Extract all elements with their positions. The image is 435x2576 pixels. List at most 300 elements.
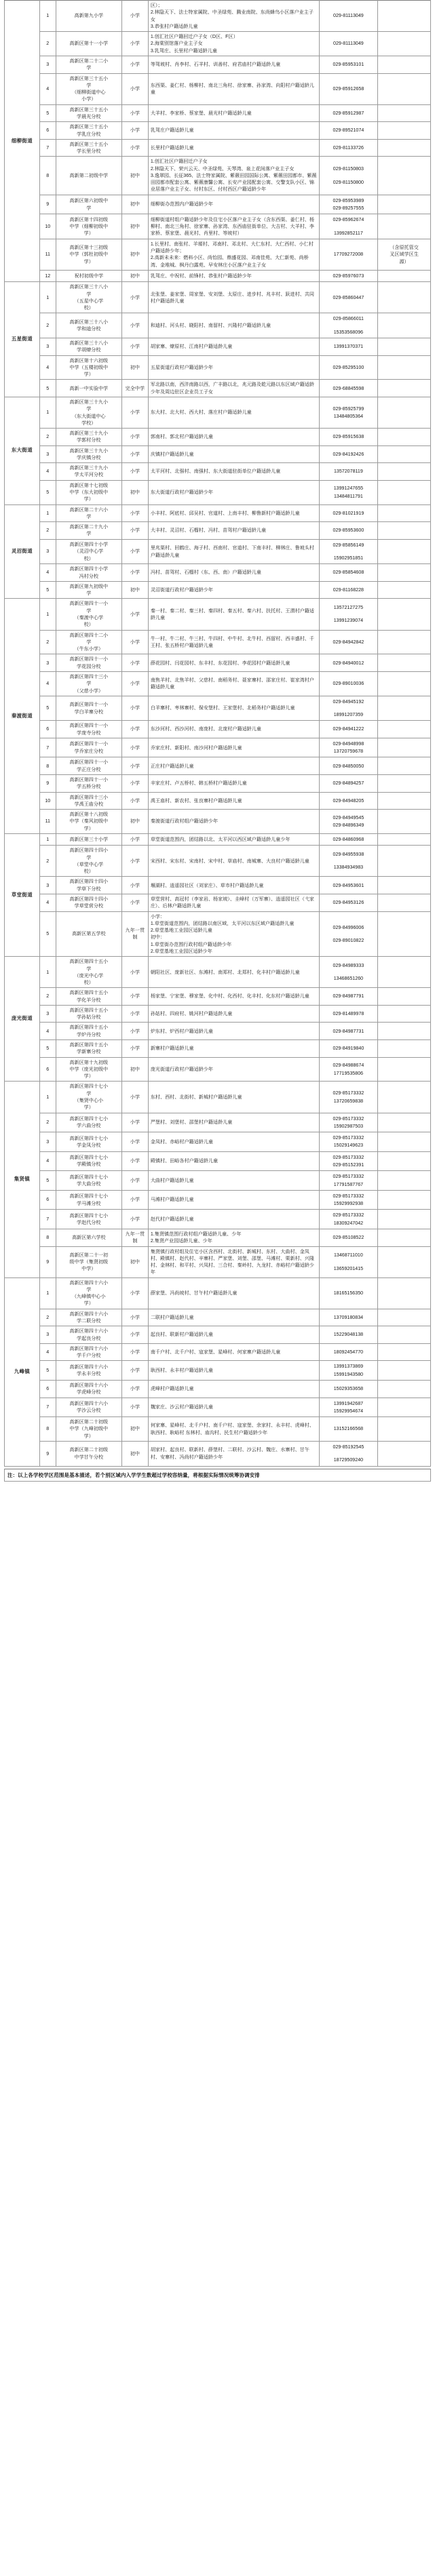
contact-phone-cell	[319, 775, 377, 793]
remark-cell	[378, 1190, 431, 1210]
table-row	[5, 195, 431, 214]
contact-phone: 029-85173332	[333, 1135, 364, 1141]
contact-phone-cell	[319, 957, 377, 988]
school-type-cell: 小学	[121, 1, 148, 32]
school-name-line: 中学甘午分校	[74, 1454, 104, 1460]
school-type-cell: 小学	[121, 1210, 148, 1229]
contact-phone-cell	[319, 380, 377, 397]
contact-phone-cell	[319, 1417, 377, 1442]
row-number-cell: 10	[39, 792, 56, 810]
school-name-line: 高新区第四十五小	[69, 1025, 109, 1031]
school-type-cell: 小学	[121, 757, 148, 775]
contact-phone-cell	[319, 599, 377, 630]
contact-phone: 13720659838	[333, 1098, 364, 1104]
row-number-cell: 9	[39, 1441, 56, 1466]
school-zone-line: 庞光街道行政村户籍适龄少年	[150, 1066, 214, 1072]
school-name-line: 高新区第四十三小	[69, 794, 109, 800]
school-type-cell: 小学	[121, 877, 148, 894]
school-zone-cell	[148, 380, 319, 397]
remark-cell	[378, 1361, 431, 1381]
table-row	[5, 1361, 431, 1381]
school-name-cell	[56, 1309, 121, 1326]
school-name-line: 学长里分校	[77, 148, 101, 155]
remark-cell	[378, 214, 431, 239]
school-type-cell: 小学	[121, 1277, 148, 1309]
row-number-cell: 3	[39, 1005, 56, 1023]
school-type-cell: 小学	[121, 539, 148, 564]
school-name-cell	[56, 775, 121, 793]
remark-cell	[378, 1023, 431, 1040]
contact-phone: 17719535806	[333, 1070, 364, 1076]
school-name-line: 高新区第三十五小	[69, 106, 109, 113]
remark-cell	[378, 696, 431, 721]
school-zone-line: 严堡村、刘堡村、邵堡村户籍适龄儿童	[150, 1119, 233, 1126]
school-zone-cell	[148, 1441, 319, 1466]
school-type-cell: 九年一贯制	[121, 911, 148, 957]
school-name-cell	[56, 581, 121, 599]
row-number-cell: 3	[39, 445, 56, 463]
remark-cell	[378, 757, 431, 775]
remark-cell	[378, 1398, 431, 1417]
school-zone-cell	[148, 429, 319, 446]
contact-phone-cell	[319, 1005, 377, 1023]
contact-phone: 029-81489978	[333, 1011, 364, 1017]
table-row	[5, 214, 431, 239]
remark-cell	[378, 1132, 431, 1152]
table-row	[5, 988, 431, 1006]
contact-phone-cell	[319, 282, 377, 313]
school-type-cell: 小学	[121, 654, 148, 672]
school-zone-cell	[148, 654, 319, 672]
contact-phone: 029-85912987	[333, 110, 364, 116]
table-row	[5, 104, 431, 122]
school-zone-cell	[148, 214, 319, 239]
school-zone-line: 北张堡、姜家堡、周家堡、安刘堡、太原庄、进步村、兆丰村、跃进村、共同村户籍适龄儿童	[150, 291, 314, 304]
contact-phone: 13659201415	[333, 1265, 364, 1271]
school-name-line: 校）	[83, 980, 94, 986]
row-number-cell: 4	[39, 355, 56, 380]
school-type-cell: 小学	[121, 894, 148, 911]
table-row	[5, 1132, 431, 1152]
remark-cell	[378, 480, 431, 504]
school-name-cell	[56, 877, 121, 894]
row-number-cell: 5	[39, 911, 56, 957]
contact-phone-cell	[319, 1190, 377, 1210]
contact-phone-cell	[319, 522, 377, 540]
row-number-cell: 2	[39, 313, 56, 338]
contact-phone: 029-84948998	[333, 740, 364, 747]
school-name-cell	[56, 1057, 121, 1082]
row-number-cell: 6	[39, 1381, 56, 1398]
school-name-line: 高新区第四十一小	[69, 656, 109, 662]
school-name-cell	[56, 480, 121, 504]
school-name-line: 学	[86, 966, 92, 972]
school-zone-cell	[148, 894, 319, 911]
table-row	[5, 581, 431, 599]
table-row	[5, 877, 431, 894]
school-name-cell	[56, 671, 121, 696]
table-row	[5, 1398, 431, 1417]
table-row	[5, 775, 431, 793]
school-zone-line: 虎峰村户籍适龄儿童	[150, 1386, 194, 1392]
school-name-line: 高新区第二十九小	[69, 524, 109, 530]
school-zone-line: 白羊寨村、枣林寨村、保安堡村、王家堡村、北稻务村户籍适龄儿童	[150, 705, 295, 711]
remark-cell	[378, 239, 431, 270]
school-name-line: 高新区第三十小学	[69, 837, 109, 842]
remark-cell	[378, 522, 431, 540]
school-name-line: 学千户分校	[77, 1353, 101, 1359]
school-name-line: 校）	[83, 869, 94, 875]
remark-cell	[378, 1, 431, 32]
school-name-cell	[56, 846, 121, 877]
table-row	[5, 846, 431, 877]
school-zone-cell	[148, 696, 319, 721]
school-name-cell	[56, 1246, 121, 1277]
school-name-cell	[56, 1190, 121, 1210]
school-zone-line: 乳驾庄户籍适龄儿童	[150, 127, 194, 134]
school-name-line: 高新区第二十初级	[69, 1419, 109, 1425]
table-footnote: 注：以上各学校学区范围是基本描述，若个别区域内入学学生数超过学校容纳量，将根据实际情况统筹协调安排	[4, 1469, 431, 1482]
contact-phone-cell	[319, 792, 377, 810]
row-number-cell: 4	[39, 1343, 56, 1361]
remark-cell	[378, 1210, 431, 1229]
remark-cell	[378, 380, 431, 397]
school-name-line: 高新区第十一小学	[69, 41, 109, 47]
school-name-cell	[56, 738, 121, 757]
school-name-cell	[56, 1277, 121, 1309]
table-row	[5, 239, 431, 270]
row-number-cell: 2	[39, 1113, 56, 1132]
row-number-cell: 9	[39, 1246, 56, 1277]
school-name-cell	[56, 810, 121, 834]
school-zone-line: 初中：	[150, 934, 166, 940]
remark-cell	[378, 581, 431, 599]
school-zone-cell	[148, 504, 319, 522]
contact-phone-cell	[319, 32, 377, 56]
row-number-cell: 11	[39, 810, 56, 834]
school-type-cell: 小学	[121, 564, 148, 582]
school-zone-cell	[148, 463, 319, 481]
remark-cell	[378, 539, 431, 564]
contact-phone: 13991370371	[333, 344, 364, 350]
table-row	[5, 1277, 431, 1309]
school-zone-cell	[148, 564, 319, 582]
row-number-cell: 7	[39, 1210, 56, 1229]
school-name-line: 学校）	[81, 420, 96, 426]
contact-phone: 18991207359	[333, 712, 364, 718]
remark-cell	[378, 56, 431, 73]
school-type-cell: 小学	[121, 846, 148, 877]
table-row	[5, 157, 431, 195]
row-number-cell: 2	[39, 846, 56, 877]
school-type-cell: 小学	[121, 463, 148, 481]
school-zone-line: 马滩村户籍适龄儿童	[150, 1197, 194, 1203]
school-name-line: 高新区第三十五小	[69, 124, 109, 130]
contact-phone-cell	[319, 1361, 377, 1381]
contact-phone: 029-85152391	[333, 1162, 364, 1168]
school-type-cell: 初中	[121, 1417, 148, 1442]
contact-phone-cell	[319, 757, 377, 775]
school-name-line: 学	[86, 854, 92, 860]
school-name-line: 学五桥分校	[77, 784, 101, 790]
contact-phone: 029-84953601	[333, 882, 364, 888]
school-name-line: 学正庄分校	[77, 766, 101, 772]
school-name-line: 学乳庄分校	[77, 131, 101, 137]
row-number-cell: 4	[39, 463, 56, 481]
contact-phone: 029-84896349	[333, 823, 364, 829]
remark-cell	[378, 1229, 431, 1246]
contact-phone: 029-85915638	[333, 434, 364, 440]
school-name-line: 中学（东大初级中	[69, 490, 109, 496]
contact-phone-cell	[319, 696, 377, 721]
school-name-cell	[56, 463, 121, 481]
table-row	[5, 696, 431, 721]
school-name-line: 学）	[83, 258, 94, 264]
remark-cell	[378, 630, 431, 654]
contact-phone: 13720759678	[333, 749, 364, 755]
contact-phone-cell	[319, 877, 377, 894]
school-name-line: 高新区第四十七小	[69, 1155, 109, 1161]
contact-phone-cell	[319, 338, 377, 355]
school-type-cell: 初中	[121, 355, 148, 380]
remark-cell	[378, 654, 431, 672]
school-zone-line: 草堂营村、高冠村（李家岩、杨家坡）、圭峰村（万军寨）、逍遥园社区（弋家庄）、后林户籍适龄儿童	[150, 896, 314, 909]
school-name-cell	[56, 988, 121, 1006]
school-zone-line: 1.集贤镇范围行政村组户籍适龄儿童、少年	[150, 1231, 242, 1237]
school-zone-line: 2.高新未未来：燃料小区、尚怡园、鼎盛花园、邓南佳苑、大仁新苑、尚桥湾、金堆城、枫丹白露苑、早安林庄小区落户业主子女	[150, 255, 309, 268]
contact-phone-cell	[319, 1, 377, 32]
school-zone-cell	[148, 957, 319, 988]
remark-cell	[378, 355, 431, 380]
school-name-line: 中学（五楼初级中	[69, 364, 109, 370]
school-name-line: 学）	[83, 372, 94, 378]
school-zone-cell	[148, 104, 319, 122]
contact-phone-cell	[319, 738, 377, 757]
table-row	[5, 721, 431, 738]
table-row	[5, 1210, 431, 1229]
row-number-cell: 3	[39, 338, 56, 355]
school-zone-cell	[148, 122, 319, 140]
street-cell: 细柳街道	[5, 1, 40, 282]
contact-phone-cell	[319, 214, 377, 239]
school-name-cell	[56, 338, 121, 355]
remark-cell	[378, 1326, 431, 1344]
school-zone-line: 2.林隐天下、荣兴云天、中圣绿苑、天琴湾、泉上花间落户业主子女	[150, 165, 295, 172]
school-name-cell	[56, 911, 121, 957]
contact-phone: 15929992938	[333, 1201, 364, 1207]
remark-cell	[378, 282, 431, 313]
contact-phone: 15229048138	[333, 1332, 364, 1338]
school-name-line: 学	[86, 406, 92, 412]
remark-cell	[378, 1005, 431, 1023]
school-name-cell	[56, 504, 121, 522]
school-type-cell: 小学	[121, 834, 148, 846]
school-zone-cell	[148, 355, 319, 380]
row-number-cell: 7	[39, 1398, 56, 1417]
school-type-cell: 小学	[121, 104, 148, 122]
remark-line: （含原托管交	[390, 245, 419, 251]
school-type-cell: 初中	[121, 1057, 148, 1082]
school-type-cell: 小学	[121, 56, 148, 73]
school-zone-line: 草堂街道范围内，团结路以北、太平河以西区域户籍适龄儿童少年	[150, 837, 290, 842]
school-name-line: 高新区第九初级中	[69, 583, 109, 589]
school-name-line: 学六曲分校	[77, 1123, 101, 1129]
school-type-cell: 小学	[121, 1309, 148, 1326]
school-name-line: （灵沼中心学	[74, 549, 104, 555]
row-number-cell: 1	[39, 504, 56, 522]
school-name-line: 学	[86, 1090, 92, 1096]
school-name-line: 高新区第四十七小	[69, 1135, 109, 1141]
table-row	[5, 139, 431, 157]
contact-phone: 029-85854608	[333, 570, 364, 576]
contact-phone: 029-84860968	[333, 837, 364, 842]
school-zone-line: 太平河村、北强村、南强村、东大街道驻街单位户籍适龄儿童	[150, 469, 281, 475]
school-name-line: 中学）	[81, 1266, 96, 1272]
contact-phone: 029-84192426	[333, 451, 364, 457]
table-row	[5, 671, 431, 696]
school-type-cell: 小学	[121, 1040, 148, 1058]
school-name-line: 祝村初级中学	[74, 273, 104, 279]
school-zone-cell	[148, 1326, 319, 1344]
contact-phone-cell	[319, 1151, 377, 1171]
remark-cell	[378, 846, 431, 877]
school-zone-cell	[148, 539, 319, 564]
row-number-cell: 8	[39, 757, 56, 775]
table-row	[5, 445, 431, 463]
school-name-line: 学禹王庙分校	[74, 801, 104, 807]
school-zone-line: 细柳街道村组户籍适龄少年及住宅小区落户业主子女（含东西渠、姜仁村、杨柳村、南北三角村、徐家寨、孙家湾、东西庙驻街单位、大吉村、大羊村、李家桥、蔡家堡、晨光村、肖里村、等坡村）	[150, 216, 314, 237]
school-type-cell: 小学	[121, 32, 148, 56]
table-row	[5, 792, 431, 810]
school-name-cell	[56, 1326, 121, 1344]
contact-phone-cell	[319, 397, 377, 428]
contact-phone-cell	[319, 834, 377, 846]
remark-cell	[378, 397, 431, 428]
remark-cell	[378, 810, 431, 834]
table-row	[5, 1082, 431, 1113]
school-name-line: 高新区第四十一小	[69, 759, 109, 766]
school-name-line: 学孙姑分校	[77, 1014, 101, 1021]
school-zone-cell	[148, 1309, 319, 1326]
table-row	[5, 1113, 431, 1132]
school-name-cell	[56, 1132, 121, 1152]
street-cell: 秦渡街道	[5, 599, 40, 834]
row-number-cell: 2	[39, 429, 56, 446]
school-name-line: 学庞寺分校	[77, 730, 101, 736]
contact-phone: 029-85953101	[333, 62, 364, 68]
school-name-line: 学）	[83, 1073, 94, 1079]
remark-cell	[378, 1277, 431, 1309]
school-zone-cell	[148, 1381, 319, 1398]
contact-phone: 18309247042	[333, 1220, 364, 1226]
row-number-cell: 8	[39, 1229, 56, 1246]
school-zone-line: 朝阳社区、庞新社区、东滩村、南郑村、北郑村、化丰村户籍适龄儿童	[150, 969, 300, 975]
row-number-cell: 3	[39, 654, 56, 672]
school-zone-cell	[148, 810, 319, 834]
school-zone-line: 胡家村、起良村、联新村、薛堡村、二联村、沙云村、魏庄、水寨村、甘午村、安寨村、冯尚村户籍适龄少年	[150, 1447, 309, 1460]
school-name-line: 高新区第四十六小	[69, 1383, 109, 1388]
school-name-line: 高新区第六初级中	[69, 198, 109, 204]
school-zone-line: 金凤村、赤峪村户籍适龄儿童	[150, 1138, 214, 1145]
contact-phone: 029-84987791	[333, 993, 364, 999]
remark-cell	[378, 1343, 431, 1361]
school-zone-line: 牛一村、牛二村、牛三村、牛四村、中牛村、北牛村、西留村、西丰盛村、千王村、张五桥村户籍适龄儿童	[150, 635, 314, 648]
school-name-line: 学二联分校	[77, 1318, 101, 1324]
school-name-line: 高新区第四十四小	[69, 879, 109, 885]
school-zone-line: 2.草堂基地工业园区适龄儿童	[150, 928, 212, 934]
school-name-cell	[56, 522, 121, 540]
school-name-cell	[56, 1210, 121, 1229]
school-name-line: 学乔家庄分校	[74, 748, 104, 754]
school-zone-cell	[148, 1246, 319, 1277]
school-zone-line: 2.林隐天下、法士特家属院、中圣绿苑、腾业南院、东尚蜂鸟小区落户业主子女	[150, 9, 314, 22]
school-zone-line: 东村、西村、北街村、新城村户籍适龄儿童	[150, 1094, 242, 1100]
school-name-line: 中学（郭杜初级中	[69, 252, 109, 258]
school-zone-line: 秦一村、秦二村、秦三村、秦四村、秦五村、秦六村、扶托村、王渭村户籍适龄儿童	[150, 608, 314, 620]
school-zone-line: 小丰村、阿底村、邱吴村、官道村、上南丰村、柳鲁新村户籍适龄儿童	[150, 510, 300, 516]
contact-phone: 029-85953600	[333, 528, 364, 534]
contact-phone: 029-85295100	[333, 364, 364, 370]
school-type-cell: 九年一贯制	[121, 1229, 148, 1246]
row-number-cell: 3	[39, 877, 56, 894]
school-name-cell	[56, 32, 121, 56]
school-name-line: 学虎峰分校	[77, 1389, 101, 1395]
school-name-line: 高新区第六学校	[71, 1235, 106, 1241]
school-zone-cell	[148, 282, 319, 313]
school-name-line: （五星中心学	[74, 298, 104, 304]
school-type-cell: 小学	[121, 338, 148, 355]
contact-phone: 029-84945192	[333, 698, 364, 705]
school-name-line: 高新区第二十初级	[69, 1447, 109, 1453]
school-type-cell: 初中	[121, 810, 148, 834]
contact-phone: 15902951851	[333, 555, 364, 561]
school-zone-cell	[148, 338, 319, 355]
school-name-line: 高新区第十八初级	[69, 812, 109, 818]
school-zone-cell	[148, 834, 319, 846]
contact-phone-cell	[319, 104, 377, 122]
contact-phone: 029-84894257	[333, 780, 364, 787]
school-name-line: 高新区第四十一小	[69, 741, 109, 747]
school-zone-line: 新寨村户籍适龄儿童	[150, 1046, 194, 1052]
contact-phone-cell	[319, 988, 377, 1006]
row-number-cell: 9	[39, 195, 56, 214]
table-row	[5, 654, 431, 672]
remark-cell	[378, 1246, 431, 1277]
row-number-cell: 1	[39, 282, 56, 313]
remark-cell	[378, 1441, 431, 1466]
school-name-cell	[56, 1441, 121, 1466]
contact-phone-cell	[319, 581, 377, 599]
school-name-line: 高新区第四十一小	[69, 777, 109, 783]
contact-phone: 029-84941222	[333, 726, 364, 732]
school-zone-line: 薛花园村、闫花园村、东丰村、东花园村、李花园村户籍适龄儿童	[150, 660, 290, 666]
school-zone-line: 细柳街办范围内户籍适龄少年	[150, 201, 214, 207]
remark-cell	[378, 1381, 431, 1398]
contact-phone: 029-85925799	[333, 405, 364, 412]
school-name-cell	[56, 1023, 121, 1040]
school-name-line: （东大街道中心	[71, 413, 106, 419]
contact-phone: 13991247655	[333, 486, 364, 492]
contact-phone: 029-81150800	[333, 179, 364, 185]
school-type-cell: 小学	[121, 313, 148, 338]
school-zone-cell	[148, 1, 319, 32]
school-type-cell: 小学	[121, 630, 148, 654]
school-name-line: 学花园分校	[77, 663, 101, 669]
row-number-cell: 2	[39, 1309, 56, 1326]
school-zone-cell	[148, 32, 319, 56]
school-name-cell	[56, 429, 121, 446]
table-row	[5, 1023, 431, 1040]
